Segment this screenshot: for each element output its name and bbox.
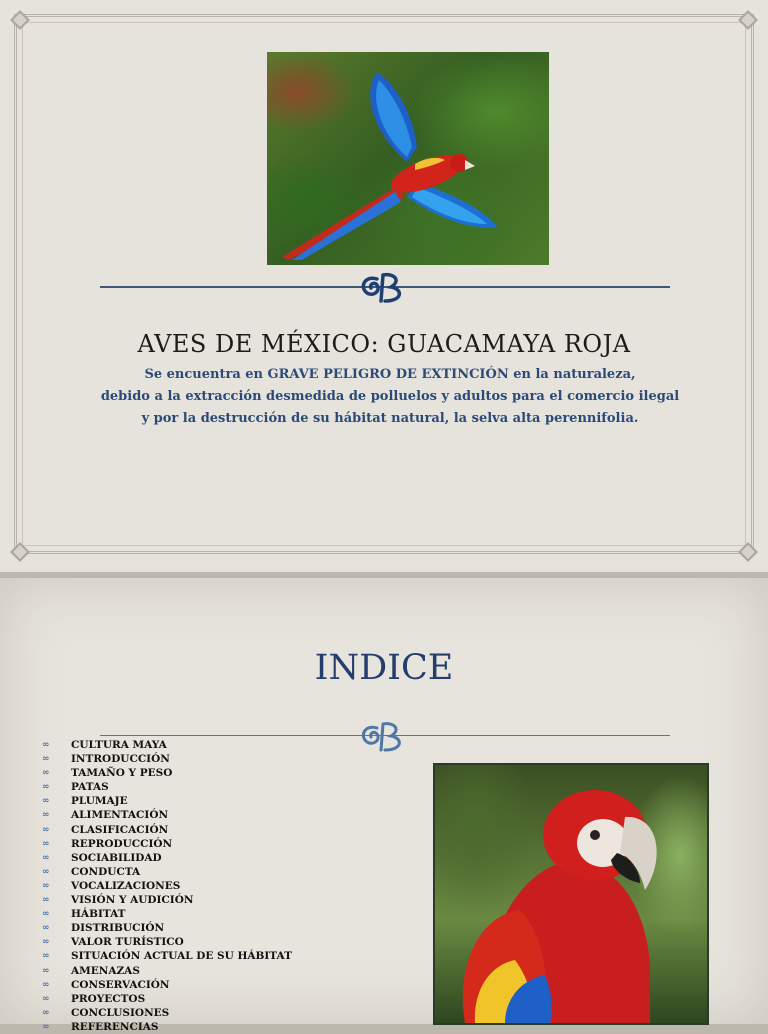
- bullet-icon: ∞: [42, 824, 50, 835]
- bullet-icon: ∞: [42, 965, 50, 976]
- bullet-icon: ∞: [42, 993, 50, 1004]
- macaw-flying-photo: [267, 52, 549, 265]
- list-item: [42, 766, 292, 780]
- list-item-label: CLASIFICACIÓN: [71, 823, 169, 836]
- list-item: [42, 978, 292, 992]
- list-item-label: SOCIABILIDAD: [71, 851, 162, 864]
- list-item-label: REPRODUCCIÓN: [71, 837, 173, 850]
- list-item-label: DISTRIBUCIÓN: [71, 922, 165, 935]
- list-item: [42, 738, 292, 752]
- bullet-icon: ∞: [42, 923, 50, 934]
- list-item: [42, 780, 292, 794]
- bullet-icon: ∞: [42, 937, 50, 948]
- list-item: [42, 879, 292, 893]
- list-item: [42, 865, 292, 879]
- bullet-icon: ∞: [42, 782, 50, 793]
- list-item: [42, 921, 292, 935]
- list-item-label: PROYECTOS: [71, 992, 146, 1005]
- list-item: [42, 893, 292, 907]
- flourish-icon: [355, 267, 415, 307]
- macaw-portrait-photo: [433, 763, 709, 1025]
- list-item: [42, 992, 292, 1006]
- bullet-icon: ∞: [42, 895, 50, 906]
- list-item: [42, 794, 292, 808]
- scarlet-macaw-illustration: [435, 765, 707, 1023]
- bullet-icon: ∞: [42, 951, 50, 962]
- bullet-icon: ∞: [42, 740, 50, 750]
- list-item-label: HÁBITAT: [71, 908, 126, 921]
- bullet-icon: ∞: [42, 866, 50, 877]
- list-item: [42, 1020, 292, 1034]
- list-item-label: CULTURA MAYA: [71, 739, 167, 751]
- bullet-icon: ∞: [42, 979, 50, 990]
- description-line: Se encuentra en GRAVE PELIGRO DE EXTINCIÓN en la naturaleza,: [144, 367, 636, 382]
- list-item-label: AMENAZAS: [71, 964, 140, 977]
- bullet-icon: ∞: [42, 768, 50, 779]
- bullet-icon: ∞: [42, 880, 50, 891]
- list-item-label: PLUMAJE: [71, 795, 128, 808]
- list-item-label: CONCLUSIONES: [71, 1006, 170, 1019]
- index-title: INDICE: [314, 648, 454, 688]
- description-text: [100, 364, 680, 430]
- index-slide: [0, 578, 768, 1033]
- list-item: [42, 935, 292, 949]
- ornamental-divider: [100, 267, 670, 307]
- bullet-icon: ∞: [42, 1021, 50, 1032]
- list-item-label: ALIMENTACIÓN: [71, 809, 169, 822]
- list-item: [42, 1006, 292, 1020]
- list-item: [42, 949, 292, 963]
- list-item-label: CONDUCTA: [71, 865, 141, 878]
- bullet-icon: ∞: [42, 754, 50, 765]
- list-item-label: VISIÓN Y AUDICIÓN: [71, 894, 194, 907]
- list-item-label: VOCALIZACIONES: [71, 879, 181, 892]
- description-line: debido a la extracción desmedida de polluelos y adultos para el comercio ilegal: [100, 389, 680, 404]
- list-item: [42, 808, 292, 822]
- list-item-label: PATAS: [71, 781, 109, 794]
- list-item-label: INTRODUCCIÓN: [71, 753, 170, 766]
- list-item-label: REFERENCIAS: [71, 1020, 159, 1033]
- bullet-icon: ∞: [42, 838, 50, 849]
- bullet-icon: ∞: [42, 796, 50, 807]
- page-title: AVES DE MÉXICO: GUACAMAYA ROJA: [137, 330, 631, 358]
- flourish-icon: [355, 716, 415, 756]
- list-item: [42, 907, 292, 921]
- list-item: [42, 752, 292, 766]
- list-item: [42, 823, 292, 837]
- list-item-label: CONSERVACIÓN: [71, 978, 170, 991]
- index-list: [42, 738, 292, 1034]
- bullet-icon: ∞: [42, 1007, 50, 1018]
- list-item: [42, 837, 292, 851]
- bullet-icon: ∞: [42, 909, 50, 920]
- bullet-icon: ∞: [42, 810, 50, 821]
- description-line: y por la destrucción de su hábitat natural, la selva alta perennifolia.: [141, 411, 639, 426]
- list-item: [42, 964, 292, 978]
- list-item-label: SITUACIÓN ACTUAL DE SU HÁBITAT: [71, 950, 292, 963]
- bullet-icon: ∞: [42, 852, 50, 863]
- list-item-label: TAMAÑO Y PESO: [71, 767, 173, 780]
- list-item: [42, 851, 292, 865]
- list-item-label: VALOR TURÍSTICO: [71, 936, 184, 949]
- flying-macaw-illustration: [267, 52, 549, 265]
